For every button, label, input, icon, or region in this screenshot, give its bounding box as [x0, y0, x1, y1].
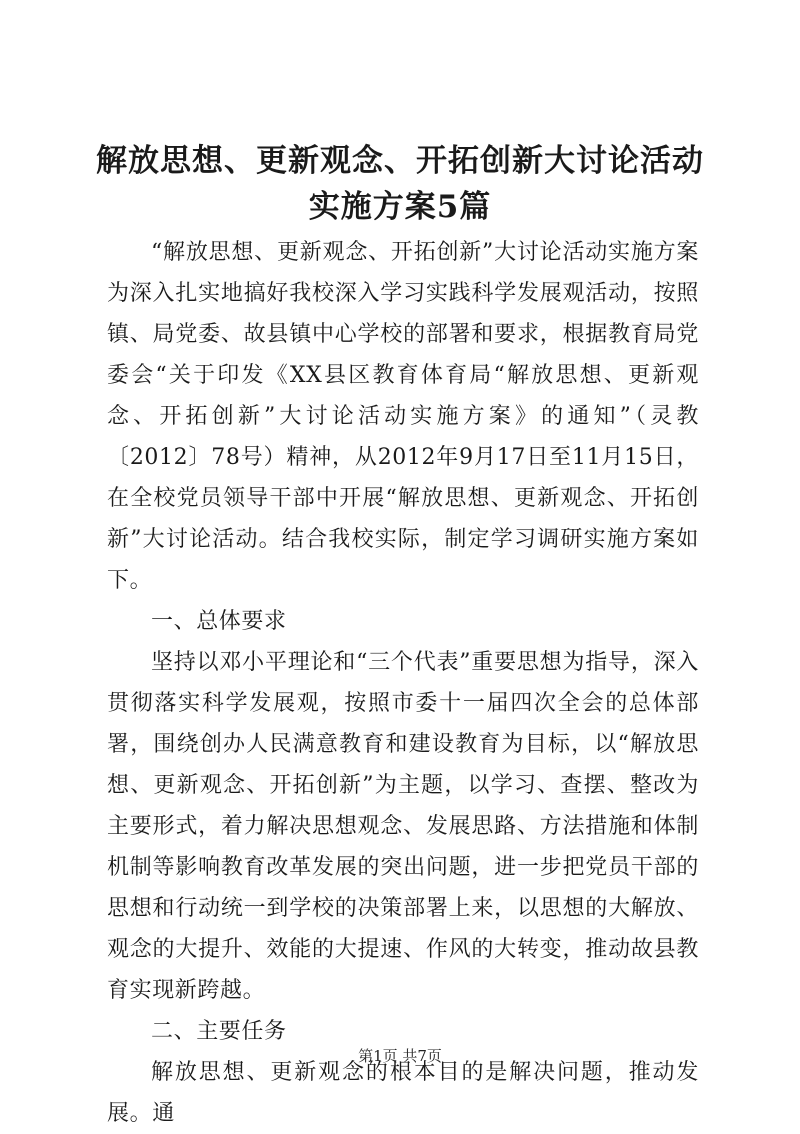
document-title: 解放思想、更新观念、开拓创新大讨论活动实施方案5篇 [96, 143, 704, 225]
general-requirements-paragraph: 坚持以邓小平理论和“三个代表”重要思想为指导，深入贯彻落实科学发展观，按照市委十一届四次全会的总体部署，围绕创办人民满意教育和建设教育为目标，以“解放思想、更新观念、开拓创新”为主题，以学习、查摆、整改为主要形式，着力解决思想观念、发展思路、方法措施和体制机制等影响教育改革发展的突出问题，进一步把党员干部的思想和行动统一到学校的决策部署上来，以思想的大解放、观念的大提升、效能的大提速、作风的大转变，推动故县教育实现新跨越。 [107, 650, 699, 1003]
section-heading-general-requirements: 一、总体要求 [151, 609, 287, 634]
page-number-footer: 第1页 共7页 [358, 1047, 442, 1065]
main-tasks-paragraph: 解放思想、更新观念的根本目的是解决问题，推动发展。通 [107, 1060, 699, 1126]
section-heading-main-tasks: 二、主要任务 [151, 1019, 287, 1044]
document-body [107, 232, 699, 1134]
intro-paragraph: “解放思想、更新观念、开拓创新”大讨论活动实施方案为深入扎实地搞好我校深入学习实践科学发展观活动，按照镇、局党委、故县镇中心学校的部署和要求，根据教育局党委会“关于印发《XX县区教育体育局“解放思想、更新观念、开拓创新”大讨论活动实施方案》的通知”（灵教〔2012〕78号）精神，从2012年9月17日至11月15日，在全校党员领导干部中开展“解放思想、更新观念、开拓创新”大讨论活动。结合我校实际，制定学习调研实施方案如下。 [107, 240, 699, 593]
